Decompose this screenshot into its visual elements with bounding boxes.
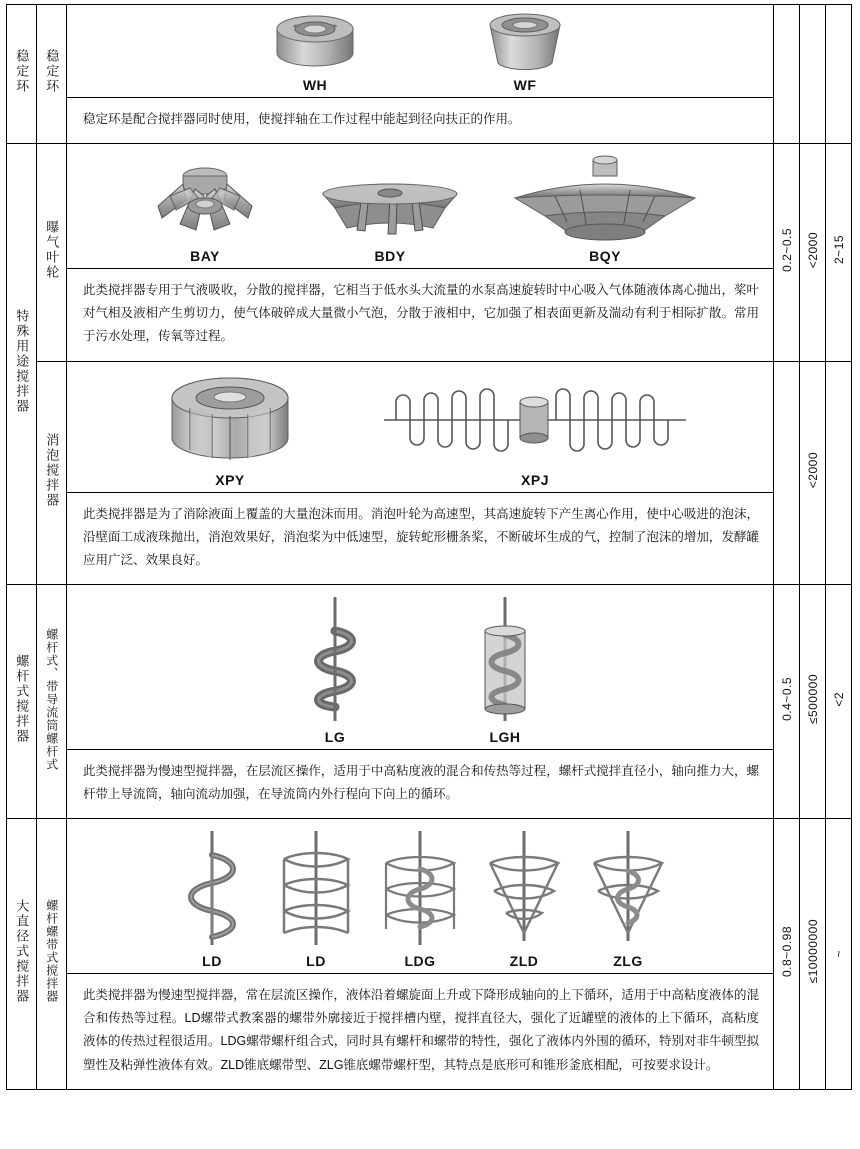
figure-caption: XPJ — [521, 471, 549, 488]
col-n-cell — [800, 361, 826, 584]
sub-label-cell — [37, 584, 67, 818]
defoamer-xpj-icon — [345, 372, 725, 468]
col-n-cell — [800, 819, 826, 1090]
col-n-value: ≤10000000 — [805, 919, 820, 984]
table-row — [7, 144, 852, 361]
ribbon-zld-icon — [474, 829, 574, 949]
sub-label-cell — [37, 361, 67, 584]
figure-caption: BDY — [374, 248, 406, 265]
sub-label-cell — [37, 819, 67, 1090]
col-p-cell — [826, 361, 852, 584]
table-row — [7, 361, 852, 584]
group-label-cell — [7, 584, 37, 818]
sub-label-cell — [37, 5, 67, 144]
figure-caption: ZLG — [613, 953, 643, 970]
section-description: 此类搅拌器专用于气液吸收，分散的搅拌器，它相当于低水头大流量的水泵高速旋转时中心吸入气体随液体离心抛出，桨叶对气相及液相产生剪切力，使气体破碎成大量微小气泡，分散于液相中，它加强了相表面更新及湍动有利于相际扩散。常用于污水处理，传氧等过程。 — [83, 283, 759, 344]
col-p-cell — [826, 5, 852, 144]
col-d-cell — [774, 144, 800, 361]
screw-lgh-icon — [420, 595, 590, 725]
group-label-cell — [7, 5, 37, 144]
figure-item — [420, 595, 590, 745]
ribbon-zlg-icon — [578, 829, 678, 949]
col-d-cell — [774, 819, 800, 1090]
figure-row — [67, 362, 773, 493]
section-description: 此类搅拌器为慢速型搅拌器，在层流区操作，适用于中高粘度液的混合和传热等过程，螺杆式搅拌直径小，轴向推力大，螺杆带上导流筒，轴向流动加强，在导流筒内外行程向下向上的循环。 — [83, 763, 759, 801]
group-label: 特殊用途搅拌器 — [14, 309, 30, 414]
figure-item — [474, 829, 574, 969]
sub-label: 曝气叶轮 — [44, 219, 60, 280]
sub-label: 稳定环 — [44, 49, 60, 95]
section-content — [67, 584, 774, 818]
figure-item — [290, 156, 490, 264]
col-p-cell — [826, 584, 852, 818]
col-n-cell — [800, 5, 826, 144]
defoamer-xpy-icon — [115, 372, 345, 468]
ribbon-ld1-icon — [162, 829, 262, 949]
figure-row — [67, 819, 773, 974]
ring-flat-icon — [210, 11, 420, 73]
screw-lg-icon — [250, 595, 420, 725]
sub-label: 螺杆螺带式搅拌器 — [44, 899, 59, 1004]
table-row — [7, 819, 852, 1090]
col-d-cell — [774, 584, 800, 818]
group-label-cell — [7, 819, 37, 1090]
document-page — [0, 4, 860, 1149]
figure-item — [420, 11, 630, 93]
col-p-value: 2~15 — [831, 235, 846, 265]
sub-label: 螺杆式、带导流筒螺杆式 — [44, 627, 59, 771]
figure-item — [578, 829, 678, 969]
col-d-cell — [774, 5, 800, 144]
col-d-value: 0.8~0.98 — [779, 925, 794, 977]
ribbon-ldg-icon — [370, 829, 470, 949]
section-description: 此类搅拌器是为了消除液面上覆盖的大量泡沫而用。消泡叶轮为高速型，其高速旋转下产生离心作用，使中心吸进的泡沫，沿壁面工成液珠抛出，消泡效果好，消泡桨为中低速型，旋转蛇形栅条桨，不断破坏生成的气，控制了泡沫的增加，发酵罐应用广泛、效果良好。 — [83, 506, 759, 567]
figure-caption: WH — [302, 77, 328, 93]
figure-row — [67, 144, 773, 269]
col-p-cell — [826, 144, 852, 361]
col-n-value: ≤500000 — [805, 673, 820, 725]
figure-caption: WF — [513, 77, 537, 93]
col-d-cell — [774, 361, 800, 584]
sub-label-cell — [37, 144, 67, 361]
col-p-cell — [826, 819, 852, 1090]
section-content — [67, 361, 774, 584]
col-n-cell — [800, 584, 826, 818]
figure-caption: ZLD — [509, 953, 539, 970]
figure-row — [67, 5, 773, 98]
section-content — [67, 819, 774, 1090]
section-content — [67, 5, 774, 144]
col-n-value: <2000 — [805, 231, 820, 268]
figure-row — [67, 585, 773, 750]
section-content — [67, 144, 774, 361]
group-label: 螺杆式搅拌器 — [14, 654, 30, 744]
col-d-value: 0.4~0.5 — [779, 677, 794, 721]
figure-item — [345, 372, 725, 488]
mixer-types-table — [6, 4, 852, 1090]
table-row — [7, 5, 852, 144]
figure-caption: LGH — [489, 728, 521, 745]
aerator-bdy-icon — [290, 156, 490, 244]
figure-item — [490, 152, 720, 264]
group-label-cell — [7, 144, 37, 585]
aerator-bqy-icon — [490, 152, 720, 244]
section-description: 此类搅拌器为慢速型搅拌器，常在层流区操作，液体沿着螺旋面上升或下降形成轴向的上下循环，适用于中高粘度液体的混合和传热等过程。LD螺带式教案器的螺带外廓接近于搅拌槽内壁，搅拌直径大，强化了近罐壁的液体的上下循环，高粘度液体的传热过程很适用。LDG螺带螺杆组合式，同时具有螺杆和螺带的特性，强化了液体内外围的循环，特别对非牛顿型拟塑性及粘弹性液体有效。ZLD锥底螺带型、ZLG锥底螺带螺杆型，其特点是底形可和锥形釜底相配，可按要求设计。 — [83, 988, 759, 1072]
figure-caption: LD — [202, 953, 222, 970]
figure-caption: BAY — [190, 248, 220, 265]
aerator-bay-icon — [120, 156, 290, 244]
figure-caption: LD — [306, 953, 326, 970]
figure-caption: LDG — [404, 953, 436, 970]
col-d-value: 0.2~0.5 — [779, 227, 794, 272]
col-p-value: ~ — [831, 950, 846, 958]
figure-item — [120, 156, 290, 264]
figure-item — [370, 829, 470, 969]
col-n-cell — [800, 144, 826, 361]
figure-item — [266, 829, 366, 969]
col-n-value: <2000 — [805, 452, 820, 489]
figure-caption: BQY — [589, 248, 621, 265]
figure-item — [250, 595, 420, 745]
figure-item — [162, 829, 262, 969]
group-label: 大直径式搅拌器 — [14, 898, 30, 1004]
col-p-value: <2 — [831, 691, 846, 707]
table-row — [7, 584, 852, 818]
ribbon-ld2-icon — [266, 829, 366, 949]
figure-caption: LG — [324, 728, 346, 745]
section-description: 稳定环是配合搅拌器同时使用，使搅拌轴在工作过程中能起到径向扶正的作用。 — [83, 112, 521, 126]
figure-caption: XPY — [215, 471, 245, 488]
figure-item — [115, 372, 345, 488]
sub-label: 消泡搅拌器 — [44, 432, 60, 508]
figure-item — [210, 11, 420, 93]
ring-tapered-icon — [420, 11, 630, 73]
group-label: 稳定环 — [14, 49, 30, 95]
